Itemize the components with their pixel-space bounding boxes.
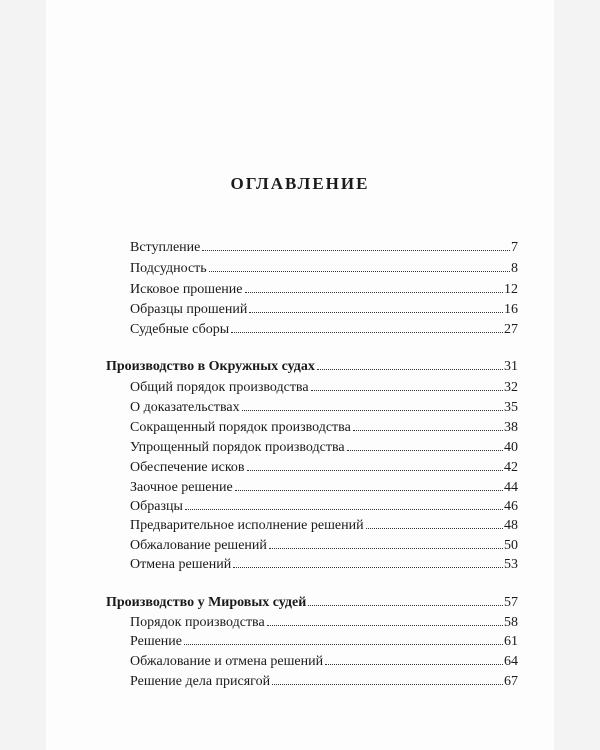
toc-entry [130, 418, 518, 437]
dot-leader [347, 450, 503, 451]
toc-entry-page: 67 [504, 674, 518, 689]
toc-heading: ОГЛАВЛЕНИЕ [230, 174, 370, 193]
toc-entry-title: Отмена решений [130, 557, 232, 572]
toc-entry-title: Вступление [130, 240, 201, 255]
dot-leader [317, 369, 503, 370]
toc-entry [130, 320, 518, 339]
toc-section-page: 57 [504, 595, 518, 610]
toc-entry [130, 398, 518, 417]
toc-entry-page: 27 [504, 322, 518, 337]
dot-leader [366, 528, 503, 529]
toc-entry-page: 12 [504, 282, 518, 297]
toc-section-title: Производство в Окружных судах [106, 359, 315, 374]
toc-entry-page: 61 [504, 634, 518, 649]
toc-entry [130, 516, 518, 535]
toc-entry [130, 652, 518, 671]
dot-leader [242, 410, 503, 411]
toc-entry-title: Заочное решение [130, 480, 233, 495]
toc-entry-page: 35 [504, 400, 518, 415]
toc-entry [130, 497, 518, 516]
toc-entry [130, 478, 518, 497]
toc-entry-page: 16 [504, 302, 518, 317]
toc-entry-title: Общий порядок производства [130, 380, 309, 395]
toc-entry [130, 259, 518, 278]
dot-leader [209, 271, 510, 272]
dot-leader [231, 332, 503, 333]
toc-entry-title: Упрощенный порядок производства [130, 440, 345, 455]
toc-entry-page: 46 [504, 499, 518, 514]
toc-entry-page: 50 [504, 538, 518, 553]
toc-entry [130, 378, 518, 397]
toc-entry [130, 632, 518, 651]
toc-entry [130, 300, 518, 319]
dot-leader [184, 644, 503, 645]
toc-entry-page: 7 [511, 240, 518, 255]
toc-section-title: Производство у Мировых судей [106, 595, 307, 610]
toc-entry-page: 8 [511, 261, 518, 276]
dot-leader [245, 292, 504, 293]
dot-leader [272, 684, 503, 685]
toc-entry-page: 58 [504, 615, 518, 630]
toc-entry [130, 672, 518, 691]
toc-entry [130, 613, 518, 632]
toc-entry-title: Обжалование решений [130, 538, 267, 553]
toc-entry-title: О доказательствах [130, 400, 240, 415]
toc-entry [130, 438, 518, 457]
dot-leader [247, 470, 503, 471]
dot-leader [353, 430, 503, 431]
dot-leader [308, 605, 503, 606]
toc-entry [130, 238, 518, 257]
toc-entry-page: 64 [504, 654, 518, 669]
dot-leader [249, 312, 503, 313]
dot-leader [233, 567, 503, 568]
toc-entry-title: Порядок производства [130, 615, 265, 630]
toc-entry [130, 280, 518, 299]
toc-entry-title: Решение [130, 634, 183, 649]
dot-leader [269, 548, 503, 549]
toc-section-heading [106, 593, 518, 612]
toc-entry-title: Подсудность [130, 261, 207, 276]
toc-entry-title: Образцы [130, 499, 183, 514]
toc-entry-title: Судебные сборы [130, 322, 230, 337]
toc-entry-title: Образцы прошений [130, 302, 248, 317]
toc-entry-title: Обеспечение исков [130, 460, 245, 475]
toc-entry-page: 42 [504, 460, 518, 475]
toc-section-page: 31 [504, 359, 518, 374]
toc-entry-page: 44 [504, 480, 518, 495]
toc-entry-page: 48 [504, 518, 518, 533]
dot-leader [185, 509, 503, 510]
book-page [46, 0, 554, 750]
dot-leader [202, 250, 510, 251]
dot-leader [311, 390, 503, 391]
toc-entry [130, 458, 518, 477]
toc-entry-title: Обжалование и отмена решений [130, 654, 324, 669]
toc-entry-title: Предварительное исполнение решений [130, 518, 364, 533]
toc-entry-title: Сокращенный порядок производства [130, 420, 351, 435]
toc-entry-page: 32 [504, 380, 518, 395]
dot-leader [235, 490, 503, 491]
dot-leader [325, 664, 503, 665]
toc-entry-page: 53 [504, 557, 518, 572]
toc-entry-page: 40 [504, 440, 518, 455]
toc-section-heading [106, 357, 518, 376]
toc-entry [130, 536, 518, 555]
toc-entry-title: Решение дела присягой [130, 674, 271, 689]
dot-leader [267, 625, 503, 626]
toc-entry-page: 38 [504, 420, 518, 435]
toc-entry-title: Исковое прошение [130, 282, 243, 297]
toc-entry [130, 555, 518, 574]
